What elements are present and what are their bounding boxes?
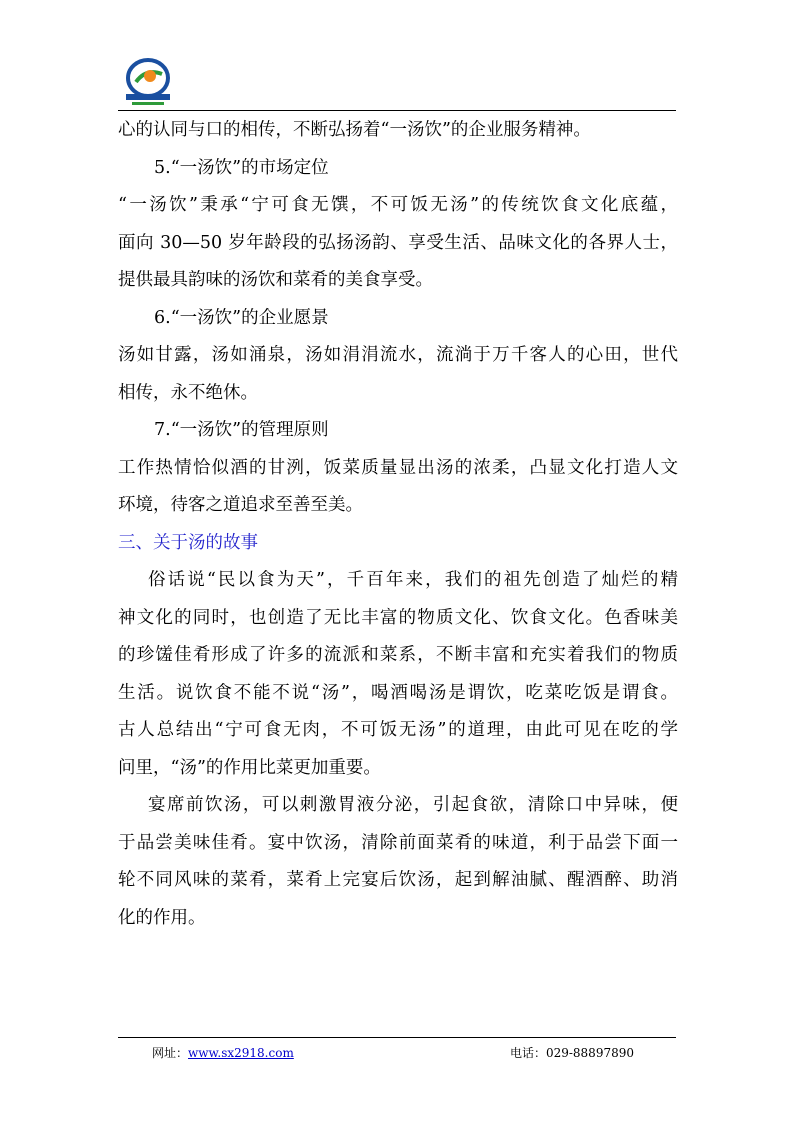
logo-icon — [118, 56, 178, 108]
section-heading: 7.“一汤饮”的管理原则 — [154, 420, 329, 440]
paragraph-line: 心的认同与口的相传，不断弘扬着“一汤饮”的企业服务精神。 — [118, 120, 591, 140]
section-heading: 6.“一汤饮”的企业愿景 — [154, 307, 329, 328]
website-link[interactable]: www.sx2918.com — [188, 1046, 294, 1060]
paragraph-line: 环境，待客之道追求至善至美。 — [118, 495, 363, 515]
paragraph-line: 问里，“汤”的作用比菜更加重要。 — [118, 757, 381, 778]
paragraph-line: 化的作用。 — [118, 907, 206, 928]
paragraph-line: 神文化的同时，也创造了无比丰富的物质文化、饮食文化。色香味美 — [118, 607, 678, 628]
page-header — [118, 48, 676, 111]
paragraph-line: 的珍馐佳肴形成了许多的流派和菜系，不断丰富和充实着我们的物质 — [118, 645, 678, 665]
company-logo — [118, 56, 178, 108]
phone-number: 029-88897890 — [545, 1046, 634, 1060]
page-footer — [118, 1037, 676, 1068]
paragraph-line: 汤如甘露，汤如涌泉，汤如涓涓流水，流淌于万千客人的心田，世代 — [118, 345, 678, 365]
paragraph-line: 轮不同风味的菜肴，菜肴上完宴后饮汤，起到解油腻、醒酒醉、助消 — [118, 870, 678, 890]
paragraph-line: 提供最具韵味的汤饮和菜肴的美食享受。 — [118, 270, 433, 290]
paragraph-line: “一汤饮”秉承“宁可食无馔，不可饭无汤”的传统饮食文化底蕴， — [118, 195, 678, 215]
chapter-heading: 三、关于汤的故事 — [118, 532, 258, 553]
paragraph-line: 俗话说“民以食为天”，千百年来，我们的祖先创造了灿烂的精 — [148, 570, 678, 590]
paragraph-line: 生活。说饮食不能不说“汤”，喝酒喝汤是谓饮，吃菜吃饭是谓食。 — [118, 682, 678, 703]
phone-label: 电话： — [509, 1046, 546, 1060]
paragraph-line: 宴席前饮汤，可以刺激胃液分泌，引起食欲，清除口中异味，便 — [148, 795, 678, 815]
footer-website — [152, 1044, 294, 1061]
footer-phone — [510, 1044, 634, 1061]
paragraph-line: 相传，永不绝休。 — [118, 382, 258, 403]
website-label: 网址： — [152, 1046, 189, 1060]
paragraph-line: 古人总结出“宁可食无肉，不可饭无汤”的道理，由此可见在吃的学 — [118, 720, 678, 740]
paragraph-line: 面向 30—50 岁年龄段的弘扬汤韵、享受生活、品味文化的各界人士， — [118, 232, 678, 253]
section-heading: 5.“一汤饮”的市场定位 — [154, 157, 329, 178]
paragraph-line: 于品尝美味佳肴。宴中饮汤，清除前面菜肴的味道，利于品尝下面一 — [118, 832, 678, 853]
document-body — [118, 112, 678, 937]
paragraph-line: 工作热情恰似酒的甘洌，饭菜质量显出汤的浓柔，凸显文化打造人文 — [118, 457, 678, 478]
